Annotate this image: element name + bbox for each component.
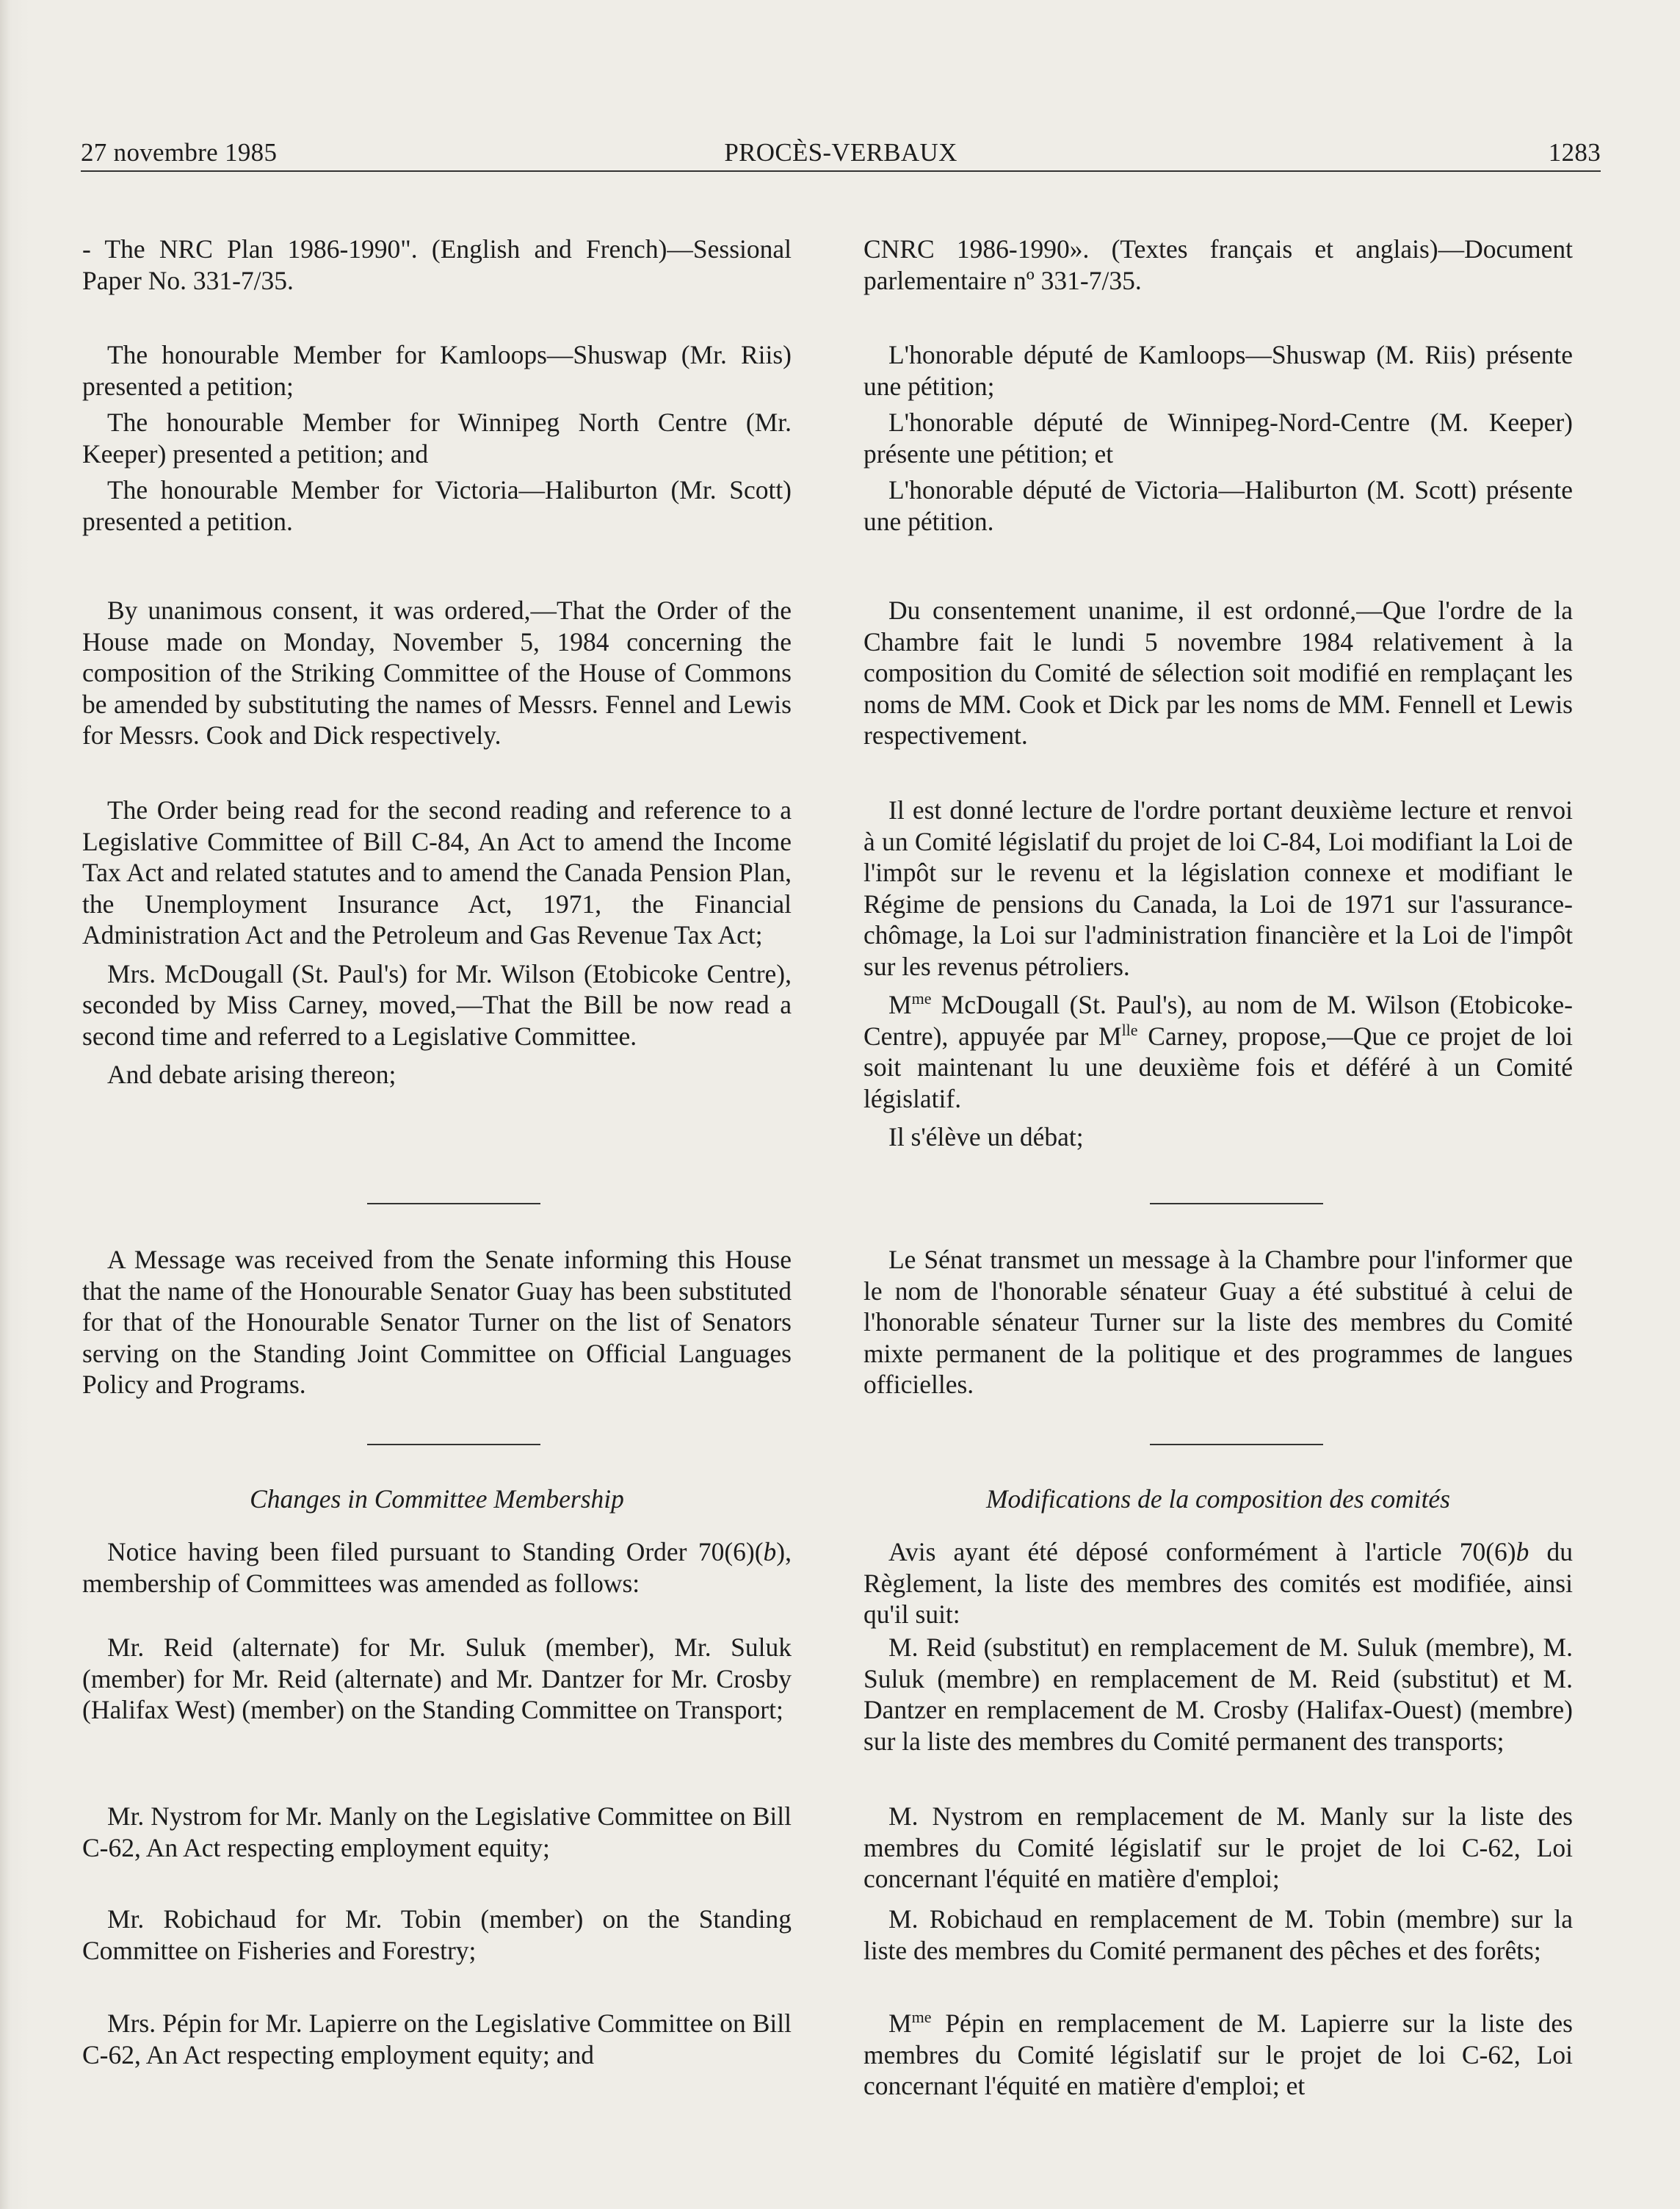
english-paragraph: - The NRC Plan 1986-1990". (English and French)—Sessional Paper No. 331-7/35. xyxy=(82,234,792,295)
french-paragraph: M. Reid (substitut) en remplacement de M. Suluk (membre), M. Suluk (membre) en remplacement de M. Reid (substitut) et M. Dantzer en remplacement de M. Crosby (Halifax-Ouest) (membre) sur la liste des membres du Comité permanent des transports; xyxy=(863,1633,1573,1756)
english-paragraph: Notice having been filed pursuant to Standing Order 70(6)(b), membership of Committees was amended as follows: xyxy=(82,1537,792,1598)
english-paragraph: Mr. Reid (alternate) for Mr. Suluk (member), Mr. Suluk (member) for Mr. Reid (alternate) and Mr. Dantzer for Mr. Crosby (Halifax West) (member) on the Standing Committee on Transport; xyxy=(82,1633,792,1724)
header-rule xyxy=(81,170,1601,172)
french-paragraph: CNRC 1986-1990». (Textes français et anglais)—Document parlementaire nº 331-7/35. xyxy=(863,234,1573,295)
french-paragraph: $M^{me}$ McDougall (St. Paul's), au nom de M. Wilson (Etobicoke-Centre), appuyée par $M^{lle}$ Carney, propose,—Que ce projet de loi soit maintenant lu une deuxième fois et déféré à un Comité législatif. xyxy=(863,989,1573,1113)
separator-rule xyxy=(1150,1444,1323,1445)
section-heading: Modifications de la composition des comités xyxy=(985,1484,1450,1514)
english-paragraph: Mr. Robichaud for Mr. Tobin (member) on the Standing Committee on Fisheries and Forestry; xyxy=(82,1904,792,1965)
english-paragraph: The honourable Member for Victoria—Haliburton (Mr. Scott) presented a petition. xyxy=(82,475,792,536)
french-paragraph: Le Sénat transmet un message à la Chambre pour l'informer que le nom de l'honorable sénateur Guay a été substitué à celui de l'honorable sénateur Turner sur la liste des membres du Comité mixte permanent de la politique et des programmes de langues officielles. xyxy=(863,1245,1573,1399)
french-paragraph: L'honorable député de Kamloops—Shuswap (M. Riis) présente une pétition; xyxy=(863,340,1573,401)
english-paragraph: The honourable Member for Winnipeg North Centre (Mr. Keeper) presented a petition; and xyxy=(82,408,792,469)
section-heading: Changes in Committee Membership xyxy=(250,1484,624,1514)
page-header xyxy=(81,138,1601,172)
english-paragraph: The honourable Member for Kamloops—Shuswap (Mr. Riis) presented a petition; xyxy=(82,340,792,401)
english-paragraph: And debate arising thereon; xyxy=(107,1060,397,1089)
english-paragraph: Mrs. Pépin for Mr. Lapierre on the Legislative Committee on Bill C-62, An Act respecting employment equity; and xyxy=(82,2009,792,2069)
page-number: 1283 xyxy=(1548,138,1601,167)
french-paragraph: L'honorable député de Winnipeg-Nord-Centre (M. Keeper) présente une pétition; et xyxy=(863,408,1573,469)
separator-rule xyxy=(1150,1203,1323,1204)
english-paragraph: The Order being read for the second reading and reference to a Legislative Committee of Bill C-84, An Act to amend the Income Tax Act and related statutes and to amend the Canada Pension Plan, the Unemployment Insurance Act, 1971, the Financial Administration Act and the Petroleum and Gas Revenue Tax Act; xyxy=(82,795,792,950)
french-paragraph: $M^{me}$ Pépin en remplacement de M. Lapierre sur la liste des membres du Comité législatif sur le projet de loi C-62, Loi concernant l'équité en matière d'emploi; et xyxy=(863,2008,1573,2100)
english-paragraph: Mrs. McDougall (St. Paul's) for Mr. Wilson (Etobicoke Centre), seconded by Miss Carney, moved,—That the Bill be now read a second time and referred to a Legislative Committee. xyxy=(82,958,792,1051)
french-paragraph: Du consentement unanime, il est ordonné,—Que l'ordre de la Chambre fait le lundi 5 novembre 1984 relativement à la composition du Comité de sélection soit modifié en remplaçant les noms de MM. Cook et Dick par les noms de MM. Fennell et Lewis respectivement. xyxy=(863,596,1573,750)
french-paragraph: M. Robichaud en remplacement de M. Tobin (membre) sur la liste des membres du Comité permanent des pêches et des forêts; xyxy=(863,1904,1573,1965)
separator-rule xyxy=(367,1444,540,1445)
english-paragraph: Mr. Nystrom for Mr. Manly on the Legislative Committee on Bill C-62, An Act respecting employment equity; xyxy=(82,1801,792,1862)
french-paragraph: Il est donné lecture de l'ordre portant deuxième lecture et renvoi à un Comité législatif du projet de loi C-84, Loi modifiant la Loi de l'impôt sur le revenu et la législation connexe et modifiant le Régime de pensions du Canada, la Loi de 1971 sur l'assurance-chômage, la Loi sur l'administration financière et la Loi de l'impôt sur les revenus pétroliers. xyxy=(863,795,1573,981)
french-paragraph: Il s'élève un débat; xyxy=(888,1122,1084,1152)
english-paragraph: A Message was received from the Senate informing this House that the name of the Honourable Senator Guay has been substituted for that of the Honourable Senator Turner on the list of Senators serving on the Standing Joint Committee on Official Languages Policy and Programs. xyxy=(82,1245,792,1399)
english-paragraph: By unanimous consent, it was ordered,—That the Order of the House made on Monday, November 5, 1984 concerning the composition of the Striking Committee of the House of Commons be amended by substituting the names of Messrs. Fennel and Lewis for Messrs. Cook and Dick respectively. xyxy=(82,596,792,750)
french-paragraph: Avis ayant été déposé conformément à l'article 70(6)b du Règlement, la liste des membres des comités est modifiée, ainsi qu'il suit: xyxy=(863,1537,1574,1629)
header-date: 27 novembre 1985 xyxy=(81,138,278,167)
french-paragraph: M. Nystrom en remplacement de M. Manly sur la liste des membres du Comité législatif sur le projet de loi C-62, Loi concernant l'équité en matière d'emploi; xyxy=(863,1801,1573,1893)
separator-rule xyxy=(367,1203,540,1204)
header-title: PROCÈS-VERBAUX xyxy=(724,138,957,167)
french-paragraph: L'honorable député de Victoria—Haliburton (M. Scott) présente une pétition. xyxy=(863,475,1573,536)
